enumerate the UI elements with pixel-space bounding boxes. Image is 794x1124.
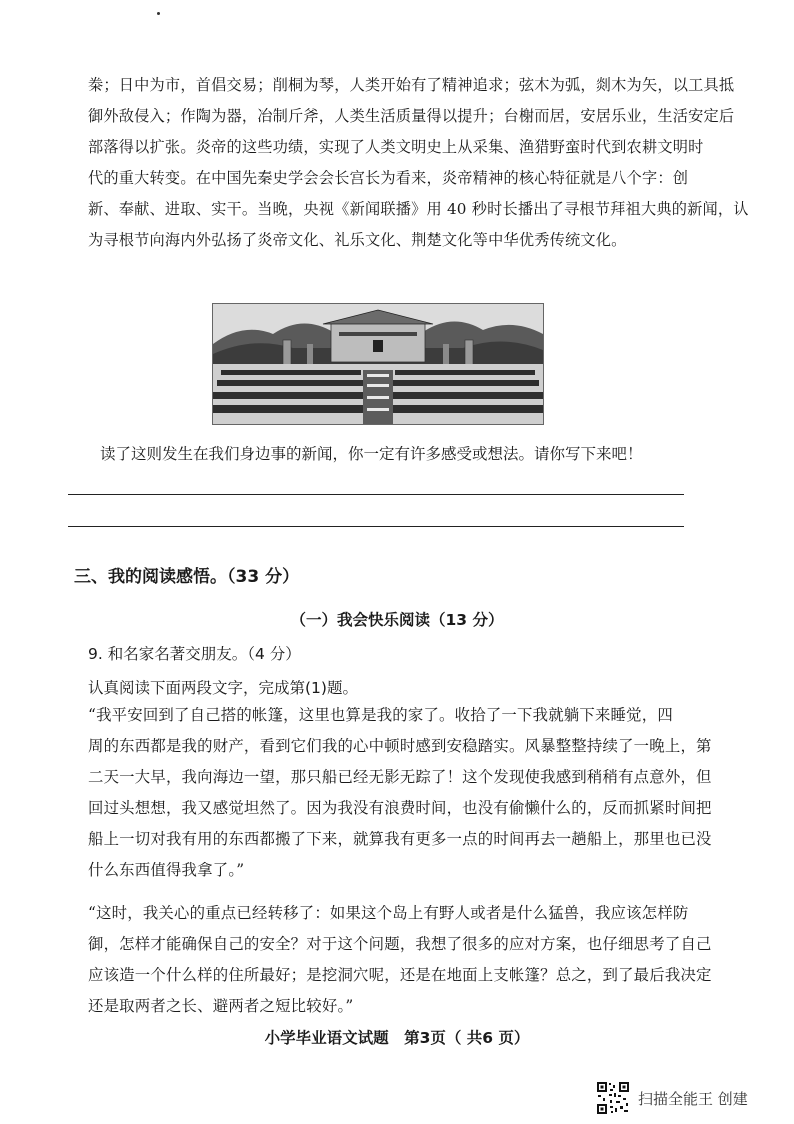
text-line: 还是取两者之长、避两者之短比较好。” xyxy=(88,997,354,1015)
ceremony-photo-illustration xyxy=(213,304,543,424)
text-line: 什么东西值得我拿了。” xyxy=(88,861,245,879)
page-footer: 小学毕业语文试题 第3页（ 共6 页） xyxy=(264,1029,530,1047)
text-line: 桊；日中为市，首倡交易；削桐为琴，人类开始有了精神追求；弦木为弧，剡木为矢，以工具抵 xyxy=(88,76,735,94)
text-line: 周的东西都是我的财产，看到它们我的心中顿时感到安稳踏实。风暴整整持续了一晚上，第 xyxy=(88,737,712,755)
text-line: 代的重大转变。在中国先秦史学会会长宫长为看来，炎帝精神的核心特征就是八个字：创 xyxy=(88,169,689,187)
text-line: 应该造一个什么样的住所最好；是挖洞穴呢，还是在地面上支帐篷？总之，到了最后我决定 xyxy=(88,966,712,984)
instruction: 认真阅读下面两段文字，完成第(1)题。 xyxy=(88,679,358,697)
text-line: 部落得以扩张。炎帝的这些功绩，实现了人类文明史上从采集、渔猎野蛮时代到农耕文明时 xyxy=(88,138,704,156)
passage-1 xyxy=(88,700,712,886)
intro-paragraph xyxy=(88,70,749,256)
scan-speck xyxy=(157,12,160,15)
text-line: 御外敌侵入；作陶为器，冶制斤斧，人类生活质量得以提升；台榭而居，安居乐业，生活安定后 xyxy=(88,107,735,125)
ceremony-photo xyxy=(212,303,544,425)
text-line: “我平安回到了自己搭的帐篷，这里也算是我的家了。收拾了一下我就躺下来睡觉，四 xyxy=(88,706,673,724)
text-line: 二天一大早，我向海边一望，那只船已经无影无踪了！这个发现使我感到稍稍有点意外，但 xyxy=(88,768,712,786)
text-line: 回过头想想，我又感觉坦然了。因为我没有浪费时间，也没有偷懒什么的，反而抓紧时间把 xyxy=(88,799,712,817)
text-line: 船上一切对我有用的东西都搬了下来，就算我有更多一点的时间再去一趟船上，那里也已没 xyxy=(88,830,712,848)
text-line: 御，怎样才能确保自己的安全？对于这个问题，我想了很多的应对方案，也仔细思考了自己 xyxy=(88,935,712,953)
text-line: 新、奉献、进取、实干。当晚，央视《新闻联播》用 40 秒时长播出了寻根节拜祖大典的新闻，认 xyxy=(88,200,749,218)
question-9: 9. 和名家名著交朋友。（4 分） xyxy=(88,645,301,663)
text-line: 为寻根节向海内外弘扬了炎帝文化、礼乐文化、荆楚文化等中华优秀传统文化。 xyxy=(88,231,627,249)
passage-2 xyxy=(88,898,712,1022)
writing-prompt: 读了这则发生在我们身边事的新闻，你一定有许多感受或想法。请你写下来吧！ xyxy=(100,445,643,463)
answer-line[interactable] xyxy=(68,526,684,527)
watermark-text: 扫描全能王 创建 xyxy=(638,1089,748,1108)
qr-code-icon xyxy=(596,1081,630,1115)
sub-section-title: （一）我会快乐阅读（13 分） xyxy=(290,611,504,629)
answer-line[interactable] xyxy=(68,494,684,495)
scanner-watermark xyxy=(596,1080,748,1116)
text-line: “这时，我关心的重点已经转移了：如果这个岛上有野人或者是什么猛兽，我应该怎样防 xyxy=(88,904,689,922)
section-title: 三、我的阅读感悟。（33 分） xyxy=(74,567,300,587)
